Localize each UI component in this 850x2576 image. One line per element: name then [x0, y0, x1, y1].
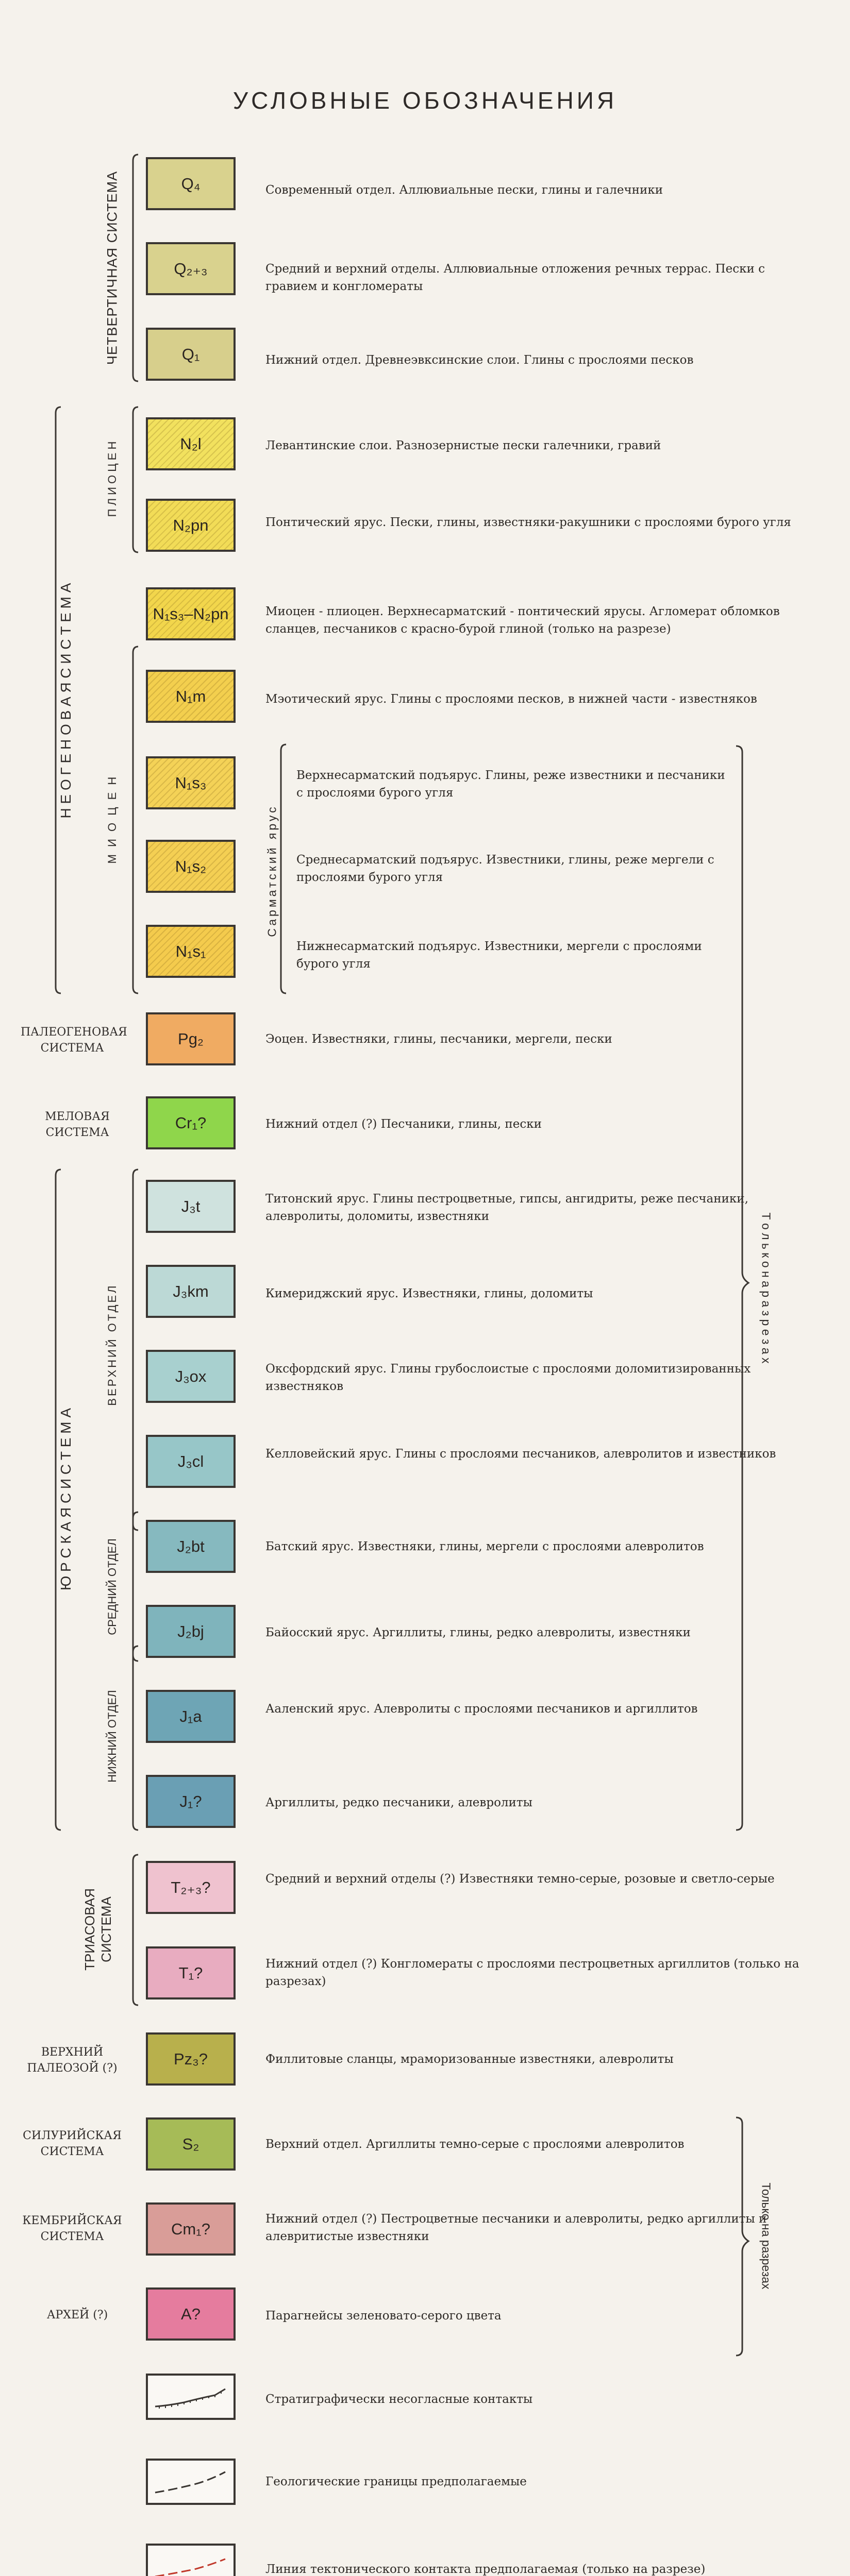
unit-box-t23: T₂₊₃? — [146, 1861, 236, 1914]
bracket-upper-jurassic — [133, 1170, 138, 1530]
group-miocene: М И О Ц Е Н — [106, 774, 119, 864]
unit-box-n1m: N₁m — [146, 670, 236, 723]
group-cambrian: КЕМБРИЙСКАЯ СИСТЕМА — [22, 2214, 122, 2243]
unit-box-t1: T₁? — [146, 1946, 236, 1999]
unit-desc-q4: Современный отдел. Аллювиальные пески, глины и галечники — [265, 183, 663, 197]
unit-desc-n1s2: Среднесарматский подъярус. Известники, глины, реже мергели с прослоями бурого угля — [296, 853, 714, 884]
unit-desc-q23: Средний и верхний отделы. Аллювиальные отложения речных террас. Пески с гравием и конгломераты — [265, 262, 765, 293]
unit-box-j1: J₁? — [146, 1775, 236, 1828]
unit-box-q4: Q₄ — [146, 157, 236, 210]
group-archean: АРХЕЙ (?) — [46, 2309, 108, 2321]
unit-desc-q1: Нижний отдел. Древнеэвксинские слои. Глины с прослоями песков — [265, 353, 694, 367]
unit-desc-j1a: Ааленский ярус. Алевролиты с прослоями песчаников и аргиллитов — [265, 1702, 698, 1716]
unit-box-j3km: J₃km — [146, 1265, 236, 1318]
symbol-desc-unconformable: Стратиграфически несогласные контакты — [265, 2393, 533, 2406]
unit-desc-t23: Средний и верхний отделы (?) Известняки темно-серые, розовые и светло-серые — [265, 1872, 775, 1886]
unit-box-j3ox: J₃ox — [146, 1350, 236, 1403]
unit-box-n1s3: N₁s₃ — [146, 756, 236, 809]
group-upper-jurassic: ВЕРХНИЙ ОТДЕЛ — [106, 1283, 119, 1406]
group-sarmatian: Сарматский ярус — [265, 804, 279, 937]
bracket-quaternary — [133, 155, 138, 381]
bracket-lower-jurassic — [133, 1646, 138, 1830]
unit-box-n1s3-n2pn: N₁s₃–N₂pn — [146, 587, 236, 640]
unit-desc-n1m: Мэотический ярус. Глины с прослоями песков, в нижней части - известняков — [265, 692, 757, 706]
unit-box-pz3: Pz₃? — [146, 2032, 236, 2086]
group-upper-paleozoic: ВЕРХНИЙ ПАЛЕОЗОЙ (?) — [27, 2046, 118, 2075]
unit-box-j2bj: J₂bj — [146, 1605, 236, 1658]
unit-box-pg2: Pg₂ — [146, 1012, 236, 1065]
unit-desc-j1: Аргиллиты, редко песчаники, алевролиты — [265, 1796, 532, 1809]
unit-desc-t1: Нижний отдел (?) Конгломераты с прослоями пестроцветных аргиллитов (только на разрезах) — [265, 1957, 799, 1988]
unit-desc-j2bt: Батский ярус. Известняки, глины, мергели с прослоями алевролитов — [265, 1540, 704, 1553]
unit-desc-j3t: Титонский ярус. Глины пестроцветные, гипсы, ангидриты, реже песчаники, алевролиты, доломиты, известняки — [265, 1192, 748, 1223]
group-jurassic: Ю Р С К А Я С И С Т Е М А — [58, 1408, 74, 1591]
group-only-sections-long: Т о л ь к о н а р а з р е з а х — [759, 1212, 773, 1364]
unit-desc-j3km: Кимериджский ярус. Известняки, глины, доломиты — [265, 1287, 593, 1300]
symbol-box-tectonic — [146, 2544, 236, 2576]
bracket-only-sections-long — [736, 746, 748, 1830]
unit-box-q23: Q₂₊₃ — [146, 242, 236, 295]
group-quaternary: ЧЕТВЕРТИЧНАЯ СИСТЕМА — [104, 171, 120, 365]
group-triassic: ТРИАСОВАЯ СИСТЕМА — [82, 1888, 114, 1971]
unit-desc-n1s3-n2pn: Миоцен - плиоцен. Верхнесарматский - понтический ярусы. Агломерат обломков сланцев, песчаников с красно-бурой глиной (только на разрезе) — [265, 605, 780, 636]
page-title: УСЛОВНЫЕ ОБОЗНАЧЕНИЯ — [232, 87, 618, 114]
bracket-sarmatian — [281, 744, 286, 993]
unit-desc-cm1: Нижний отдел (?) Пестроцветные песчаники и алевролиты, редко аргиллиты и алевритистые известняки — [265, 2212, 767, 2243]
unit-box-s2: S₂ — [146, 2117, 236, 2171]
group-silurian: СИЛУРИЙСКАЯ СИСТЕМА — [23, 2129, 122, 2158]
unit-desc-j3cl: Келловейский ярус. Глины с прослоями песчаников, алевролитов и известников — [265, 1447, 776, 1461]
unit-desc-n1s1: Нижнесарматский подъярус. Известники, мергели с прослоями бурого угля — [296, 940, 702, 971]
unit-desc-pz3: Филлитовые сланцы, мраморизованные известняки, алевролиты — [265, 2053, 674, 2066]
group-paleogene: ПАЛЕОГЕНОВАЯ СИСТЕМА — [21, 1026, 127, 1055]
unit-desc-n2l: Левантинские слои. Разнозернистые пески галечники, гравий — [265, 439, 661, 452]
unit-desc-j2bj: Байосский ярус. Аргиллиты, глины, редко алевролиты, известняки — [265, 1626, 691, 1639]
unit-box-q1: Q₁ — [146, 328, 236, 381]
unit-desc-cr1: Нижний отдел (?) Песчаники, глины, пески — [265, 1117, 542, 1131]
unit-box-n2l: N₂l — [146, 417, 236, 470]
group-middle-jurassic: СРЕДНИЙ ОТДЕЛ — [106, 1538, 119, 1635]
unit-box-n1s2: N₁s₂ — [146, 840, 236, 893]
unit-desc-n1s3: Верхнесарматский подъярус. Глины, реже известники и песчаники с прослоями бурого угля — [296, 769, 725, 800]
bracket-middle-jurassic — [133, 1512, 138, 1661]
group-only-sections-short: Только на разрезах — [759, 2182, 773, 2290]
unit-desc-a: Парагнейсы зеленовато-серого цвета — [265, 2309, 502, 2323]
group-cretaceous: МЕЛОВАЯ СИСТЕМА — [45, 1110, 110, 1139]
symbol-box-unconformable — [146, 2374, 236, 2420]
unit-box-cm1: Cm₁? — [146, 2202, 236, 2256]
unit-box-j2bt: J₂bt — [146, 1520, 236, 1573]
unit-box-cr1: Cr₁? — [146, 1096, 236, 1149]
unit-desc-j3ox: Оксфордский ярус. Глины грубослоистые с прослоями доломитизированных известняков — [265, 1362, 751, 1393]
bracket-miocene — [133, 647, 138, 993]
unit-box-n2pn: N₂pn — [146, 499, 236, 552]
unit-desc-n2pn: Понтический ярус. Пески, глины, известняки-ракушники с прослоями бурого угля — [265, 516, 791, 529]
unit-box-j3t: J₃t — [146, 1180, 236, 1233]
bracket-pliocene — [133, 407, 138, 552]
symbol-box-assumed-boundary — [146, 2459, 236, 2505]
bracket-triassic — [133, 1855, 138, 2005]
group-neogene: Н Е О Г Е Н О В А Я С И С Т Е М А — [58, 583, 74, 819]
unconformable-contact-line-icon — [148, 2376, 234, 2418]
unit-box-n1s1: N₁s₁ — [146, 925, 236, 978]
group-pliocene: П Л И О Ц Е Н — [106, 441, 119, 517]
unit-box-a: A? — [146, 2287, 236, 2341]
unit-desc-s2: Верхний отдел. Аргиллиты темно-серые с прослоями алевролитов — [265, 2138, 685, 2151]
symbol-desc-tectonic: Линия тектонического контакта предполагаемая (только на разрезе) — [265, 2563, 706, 2576]
unit-box-j3cl: J₃cl — [146, 1435, 236, 1488]
symbol-desc-assumed-boundary: Геологические границы предполагаемые — [265, 2475, 527, 2488]
unit-desc-pg2: Эоцен. Известняки, глины, песчаники, мергели, пески — [265, 1032, 612, 1046]
tectonic-contact-line-icon — [148, 2546, 234, 2576]
assumed-boundary-line-icon — [148, 2461, 234, 2503]
group-lower-jurassic: НИЖНИЙ ОТДЕЛ — [106, 1690, 119, 1783]
unit-box-j1a: J₁a — [146, 1690, 236, 1743]
